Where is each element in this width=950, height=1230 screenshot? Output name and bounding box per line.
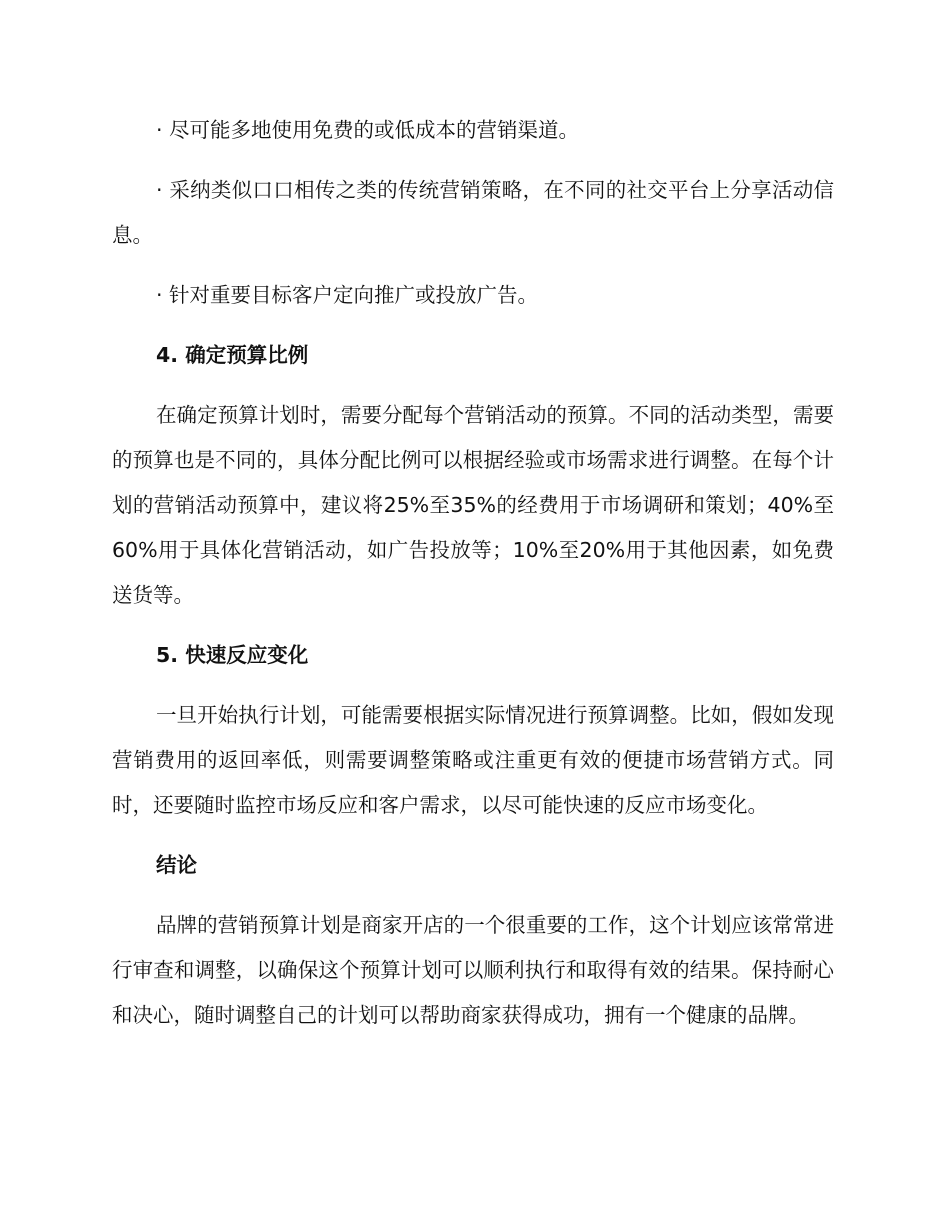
bullet-targeted-ads: · 针对重要目标客户定向推广或投放广告。 (156, 283, 539, 307)
section-4-body: 在确定预算计划时，需要分配每个营销活动的预算。不同的活动类型，需要的预算也是不同的，具体分配比例可以根据经验或市场需求进行调整。在每个计划的营销活动预算中，建议将25%至35%的经费用于市场调研和策划；40%至60%用于具体化营销活动，如广告投放等；10%至20%用于其他因素，如免费送货等。 (112, 403, 834, 607)
bullet-word-of-mouth: · 采纳类似口口相传之类的传统营销策略，在不同的社交平台上分享活动信息。 (112, 178, 834, 247)
conclusion-heading: 结论 (156, 853, 197, 877)
bullet-free-channels: · 尽可能多地使用免费的或低成本的营销渠道。 (156, 118, 580, 142)
conclusion-body: 品牌的营销预算计划是商家开店的一个很重要的工作，这个计划应该常常进行审查和调整，以确保这个预算计划可以顺利执行和取得有效的结果。保持耐心和决心，随时调整自己的计划可以帮助商家获得成功，拥有一个健康的品牌。 (112, 913, 834, 1027)
section-5-body: 一旦开始执行计划，可能需要根据实际情况进行预算调整。比如，假如发现营销费用的返回率低，则需要调整策略或注重更有效的便捷市场营销方式。同时，还要随时监控市场反应和客户需求，以尽可能快速的反应市场变化。 (112, 703, 834, 817)
section-4-heading: 4. 确定预算比例 (156, 343, 309, 367)
document-page (112, 108, 834, 1053)
section-5-heading: 5. 快速反应变化 (156, 643, 309, 667)
